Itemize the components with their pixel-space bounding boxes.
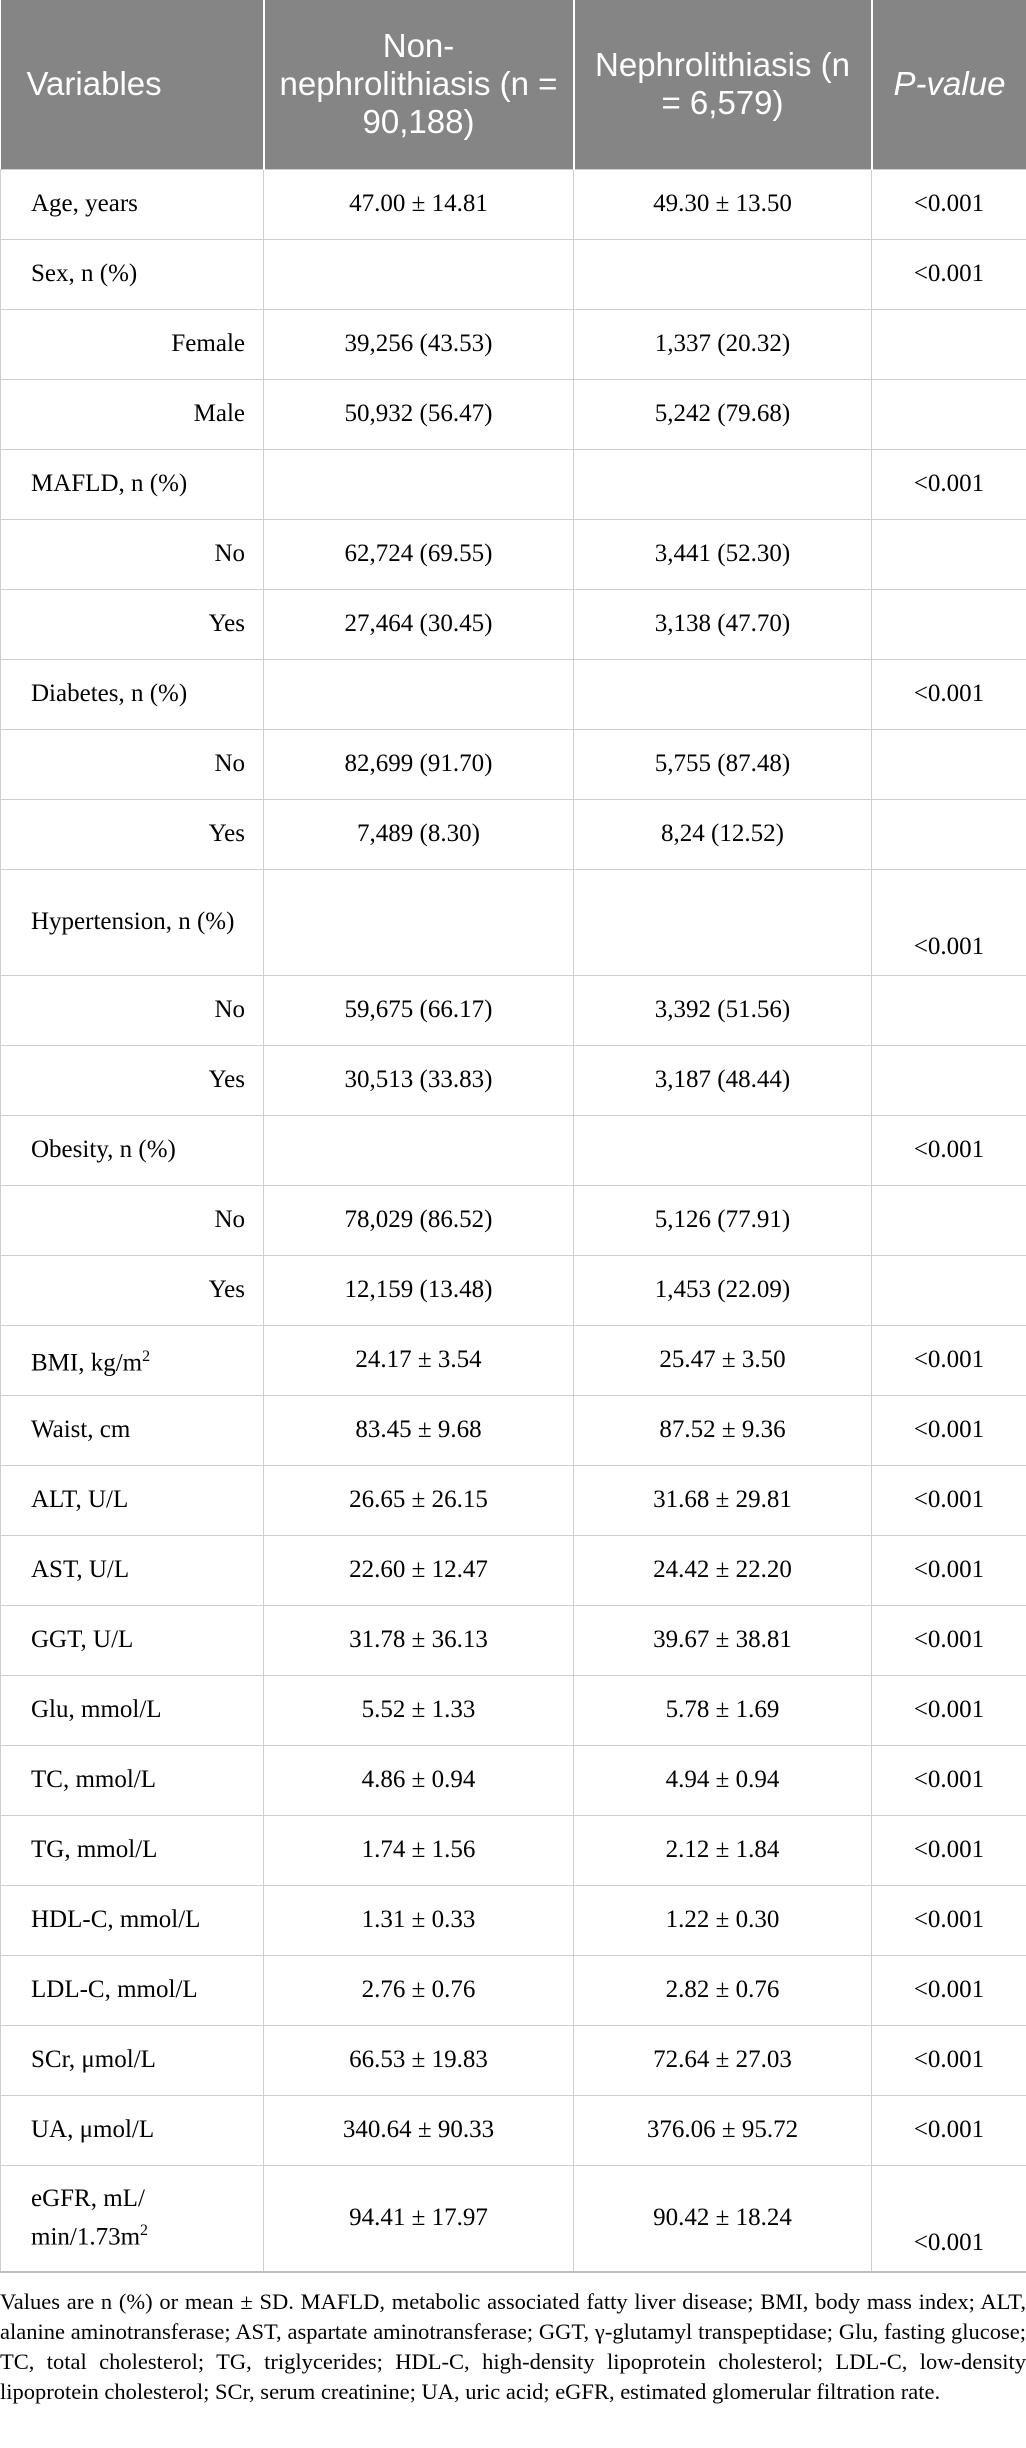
row-label [1,1955,264,2025]
value-nephrolithiasis: 5,242 (79.68) [574,379,872,449]
row-label [1,1465,264,1535]
row-label-text: No [214,996,245,1023]
value-non-nephrolithiasis [264,659,574,729]
value-p [872,975,1026,1045]
table-row [1,1955,1026,2025]
value-p [872,519,1026,589]
value-non-nephrolithiasis: 340.64 ± 90.33 [264,2095,574,2165]
value-non-nephrolithiasis: 4.86 ± 0.94 [264,1745,574,1815]
header-p-value-text: P-value [893,65,1006,103]
table-row [1,1535,1026,1605]
value-nephrolithiasis [574,449,872,519]
value-non-nephrolithiasis: 22.60 ± 12.47 [264,1535,574,1605]
row-label-text: Yes [208,1276,245,1303]
value-non-nephrolithiasis: 83.45 ± 9.68 [264,1395,574,1465]
value-nephrolithiasis: 1,453 (22.09) [574,1255,872,1325]
value-nephrolithiasis: 3,138 (47.70) [574,589,872,659]
value-nephrolithiasis: 90.42 ± 18.24 [574,2165,872,2272]
row-label-text: ALT, U/L [31,1486,129,1513]
value-p: <0.001 [872,2025,1026,2095]
row-label-text: TC, mmol/L [31,1766,156,1793]
row-label [1,309,264,379]
row-label-text: No [214,1206,245,1233]
row-label [1,449,264,519]
value-non-nephrolithiasis [264,449,574,519]
row-label-text: AST, U/L [31,1556,130,1583]
header-nephrolithiasis: Nephrolithiasis (n = 6,579) [574,0,872,169]
row-label [1,1815,264,1885]
row-label [1,975,264,1045]
value-p: <0.001 [872,1955,1026,2025]
row-label-superscript: 2 [142,1347,151,1365]
value-non-nephrolithiasis: 24.17 ± 3.54 [264,1325,574,1395]
table-row [1,519,1026,589]
row-label [1,379,264,449]
value-p [872,799,1026,869]
value-non-nephrolithiasis: 27,464 (30.45) [264,589,574,659]
row-label-text: HDL-C, mmol/L [31,1906,201,1933]
value-nephrolithiasis: 4.94 ± 0.94 [574,1745,872,1815]
value-p: <0.001 [872,1885,1026,1955]
row-label-text: UA, μmol/L [31,2116,155,2143]
table-row [1,1465,1026,1535]
row-label [1,1535,264,1605]
value-p [872,589,1026,659]
row-label-text: TG, mmol/L [31,1836,158,1863]
value-p: <0.001 [872,2165,1026,2272]
value-p: <0.001 [872,1605,1026,1675]
value-non-nephrolithiasis: 78,029 (86.52) [264,1185,574,1255]
row-label-text: Diabetes, n (%) [31,680,188,707]
value-non-nephrolithiasis: 5.52 ± 1.33 [264,1675,574,1745]
row-label [1,239,264,309]
header-variables: Variables [1,0,264,169]
value-non-nephrolithiasis: 30,513 (33.83) [264,1045,574,1115]
value-p: <0.001 [872,1535,1026,1605]
value-nephrolithiasis: 376.06 ± 95.72 [574,2095,872,2165]
table-row [1,1605,1026,1675]
value-nephrolithiasis [574,659,872,729]
table-row [1,169,1026,239]
row-label [1,1325,264,1395]
value-nephrolithiasis: 5,755 (87.48) [574,729,872,799]
row-label-text: Male [193,400,245,427]
table-row [1,239,1026,309]
row-label [1,1675,264,1745]
row-label [1,1885,264,1955]
header-row [1,0,1026,169]
row-label [1,519,264,589]
value-non-nephrolithiasis: 26.65 ± 26.15 [264,1465,574,1535]
row-label [1,1045,264,1115]
value-non-nephrolithiasis: 7,489 (8.30) [264,799,574,869]
table-row [1,1675,1026,1745]
value-nephrolithiasis: 49.30 ± 13.50 [574,169,872,239]
table-row [1,1115,1026,1185]
value-nephrolithiasis: 31.68 ± 29.81 [574,1465,872,1535]
value-p [872,379,1026,449]
row-label-text: SCr, μmol/L [31,2046,156,2073]
value-p [872,729,1026,799]
value-p: <0.001 [872,1675,1026,1745]
row-label-text: Female [171,330,245,357]
value-nephrolithiasis: 1.22 ± 0.30 [574,1885,872,1955]
table-row [1,449,1026,519]
value-non-nephrolithiasis: 2.76 ± 0.76 [264,1955,574,2025]
value-nephrolithiasis [574,869,872,975]
row-label [1,1115,264,1185]
row-label-text: LDL-C, mmol/L [31,1976,198,2003]
value-non-nephrolithiasis: 1.74 ± 1.56 [264,1815,574,1885]
row-label [1,659,264,729]
row-label-text: GGT, U/L [31,1626,134,1653]
row-label [1,1185,264,1255]
row-label [1,729,264,799]
value-p: <0.001 [872,1395,1026,1465]
value-nephrolithiasis: 5.78 ± 1.69 [574,1675,872,1745]
row-label-text: Yes [208,1066,245,1093]
row-label [1,799,264,869]
value-nephrolithiasis: 3,441 (52.30) [574,519,872,589]
row-label [1,2165,264,2272]
row-label [1,1255,264,1325]
row-label-text: BMI, kg/m [31,1349,143,1377]
value-nephrolithiasis: 24.42 ± 22.20 [574,1535,872,1605]
value-p: <0.001 [872,169,1026,239]
row-label [1,589,264,659]
value-nephrolithiasis: 3,392 (51.56) [574,975,872,1045]
value-p [872,1185,1026,1255]
row-label-text: Sex, n (%) [31,260,138,287]
value-nephrolithiasis: 25.47 ± 3.50 [574,1325,872,1395]
value-non-nephrolithiasis: 82,699 (91.70) [264,729,574,799]
table-row [1,2025,1026,2095]
value-nephrolithiasis: 8,24 (12.52) [574,799,872,869]
value-p [872,1255,1026,1325]
value-p: <0.001 [872,1815,1026,1885]
row-label-text: No [214,540,245,567]
value-non-nephrolithiasis: 39,256 (43.53) [264,309,574,379]
table-body [1,169,1026,2272]
table-row [1,1745,1026,1815]
row-label-superscript: 2 [140,2221,149,2239]
table-row [1,729,1026,799]
value-p: <0.001 [872,1465,1026,1535]
row-label-text: eGFR, mL/ min/1.73m [31,2184,145,2251]
value-nephrolithiasis: 5,126 (77.91) [574,1185,872,1255]
row-label [1,1605,264,1675]
table-row [1,975,1026,1045]
table-row [1,869,1026,975]
value-nephrolithiasis [574,1115,872,1185]
value-p [872,1045,1026,1115]
value-non-nephrolithiasis: 1.31 ± 0.33 [264,1885,574,1955]
row-label [1,2025,264,2095]
row-label-text: Yes [208,820,245,847]
row-label-text: Waist, cm [31,1416,131,1443]
row-label-text: MAFLD, n (%) [31,470,188,497]
table-row [1,1255,1026,1325]
value-p: <0.001 [872,239,1026,309]
value-p: <0.001 [872,449,1026,519]
table-row [1,659,1026,729]
table-row [1,2095,1026,2165]
value-p [872,309,1026,379]
header-non-nephrolithiasis: Non-nephrolithiasis (n = 90,188) [264,0,574,169]
value-non-nephrolithiasis: 94.41 ± 17.97 [264,2165,574,2272]
row-label-text: Hypertension, n (%) [31,908,235,935]
value-non-nephrolithiasis: 66.53 ± 19.83 [264,2025,574,2095]
value-non-nephrolithiasis: 31.78 ± 36.13 [264,1605,574,1675]
value-non-nephrolithiasis [264,239,574,309]
table-row [1,589,1026,659]
value-non-nephrolithiasis: 62,724 (69.55) [264,519,574,589]
table-row [1,309,1026,379]
value-nephrolithiasis: 87.52 ± 9.36 [574,1395,872,1465]
value-nephrolithiasis: 39.67 ± 38.81 [574,1605,872,1675]
value-nephrolithiasis [574,239,872,309]
table-row [1,1185,1026,1255]
value-nephrolithiasis: 1,337 (20.32) [574,309,872,379]
value-nephrolithiasis: 2.82 ± 0.76 [574,1955,872,2025]
value-non-nephrolithiasis: 47.00 ± 14.81 [264,169,574,239]
table-row [1,1325,1026,1395]
table-footnote: Values are n (%) or mean ± SD. MAFLD, metabolic associated fatty liver disease; BMI, body mass index; ALT, alanine aminotransferase; AST, aspartate aminotransferase; GGT, γ-glutamyl transpeptidase; Glu, fasting glucose; TC, total cholesterol; TG, triglycerides; HDL-C, high-density lipoprotein cholesterol; LDL-C, low-density lipoprotein cholesterol; SCr, serum creatinine; UA, uric acid; eGFR, estimated glomerular filtration rate. [0,2288,1026,2404]
table-row [1,1395,1026,1465]
value-non-nephrolithiasis: 12,159 (13.48) [264,1255,574,1325]
value-non-nephrolithiasis: 50,932 (56.47) [264,379,574,449]
value-non-nephrolithiasis [264,869,574,975]
row-label-text: No [214,750,245,777]
value-p: <0.001 [872,1115,1026,1185]
row-label [1,869,264,975]
value-non-nephrolithiasis [264,1115,574,1185]
value-p: <0.001 [872,659,1026,729]
value-p: <0.001 [872,1325,1026,1395]
value-non-nephrolithiasis: 59,675 (66.17) [264,975,574,1045]
row-label-text: Obesity, n (%) [31,1136,176,1163]
value-nephrolithiasis: 2.12 ± 1.84 [574,1815,872,1885]
row-label [1,1745,264,1815]
row-label-text: Age, years [31,190,138,217]
value-nephrolithiasis: 3,187 (48.44) [574,1045,872,1115]
table-row [1,1815,1026,1885]
row-label [1,2095,264,2165]
row-label [1,169,264,239]
row-label-text: Glu, mmol/L [31,1696,162,1723]
value-p: <0.001 [872,869,1026,975]
table-row [1,379,1026,449]
value-p: <0.001 [872,1745,1026,1815]
table-row [1,799,1026,869]
header-p-value [872,0,1026,169]
table-row [1,2165,1026,2272]
table-row [1,1885,1026,1955]
table-row [1,1045,1026,1115]
value-p: <0.001 [872,2095,1026,2165]
row-label-text: Yes [208,610,245,637]
value-nephrolithiasis: 72.64 ± 27.03 [574,2025,872,2095]
row-label [1,1395,264,1465]
